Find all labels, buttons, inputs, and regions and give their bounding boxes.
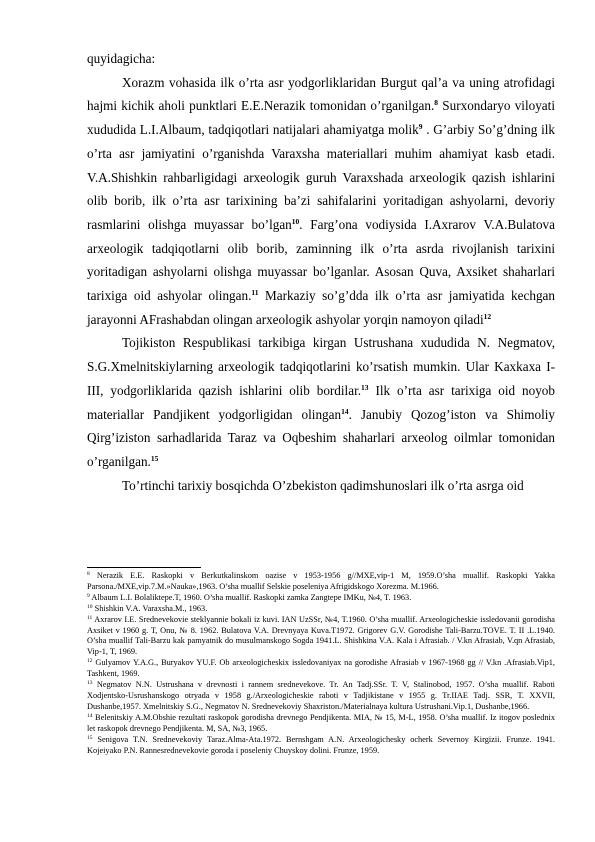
footnote [87,593,555,604]
paragraph-text: . G’arbiy So’g’dning ilk o’rta asr jamiyatini o’rganishda Varaxsha materiallari muhim ahamiyat kasb etadi. V.A.Shishkin rahbarligidagi arxeologik guruh Varaxshada arxeologik qazish ishlarini olib borib, ilk o’rta asr tarixining ba’zi sahifalarini yoritadigan ashyolarni, devoriy rasmlarini olishga muyassar bo’lgan [87,122,555,232]
footnote [87,680,555,713]
paragraph-text: Xorazm vohasida ilk o’rta asr yodgorliklaridan Burgut qal’a va uning atrofidagi hajmi kichik aholi punktlari E.E.Nerazik tomonidan o’rganilgan. [87,74,555,114]
paragraph [87,71,555,332]
footnote-number: 9 [87,592,90,599]
footnote-text: Gulyamov Y.A.G., Buryakov YU.F. Ob arxeologicheskix issledovaniyax na gorodishe Afrasiab v 1967-1968 gg // V.kn .Afrasiab.Vip1, Tashkent, 1969. [87,658,555,679]
footnote-text: Axrarov I.E. Srednevekovie steklyannie bokali iz kuvi. IAN UzSSr, №4, T.1960. O’sha muallif. Arxeologicheskie issledovanii gorodisha Axsiket v 1960 g. T, Onu, № 8. 1962. Bulatova V.A. Drevnyaya Kuva.T1972. Grigorev G.V. Gorodishe Tali-Barzu.TOVE. T. II .L.1940. O’sha muallif Tali-Barzu kak pamyatnik do musulmanskogo Sogda 1941.L. Shishkina V.A. Kala i Afrasiab. / V.kn Afrasiab, V.qn Afrasiab, Vip-1, T, 1969. [87,614,555,657]
paragraph [87,474,555,498]
footnote-ref[interactable]: 9 [418,122,423,132]
footnote-number: 10 [87,603,93,610]
footnote-text: Nerazik E.E. Raskopki v Berkutkalinskom oazise v 1953-1956 g//MXE,vip-1 M, 1959.O’sha muallif. Raskopki Yakka Parsona./MXE,vip.7.M.»Nauka»,1963. O’sha muallif Selskie poseleniya Afrigidskogo Xorezma. M.1966. [87,571,555,591]
paragraph [87,47,555,71]
footnote [87,571,555,593]
paragraph-text: Ilk o’rta asr tarixiga oid noyob materiallar Pandjikent yodgorligidan olingan [87,382,555,422]
footnote-text: Belenitskiy A.M.Obshie rezultati raskopok gorodisha drevnego Pendjikenta. MIA, № 15, M-L, 1958. O’sha muallif. Iz itogov poslednix let raskopok drevnego Pendjikenta. M, SA, №3, 1965. [87,712,555,733]
paragraph [87,331,555,473]
footnotes [87,571,555,756]
footnote-text: Shishkin V.A. Varaxsha.M., 1963. [92,603,208,613]
footnote-number: 11 [87,614,93,621]
footnote-number: 13 [87,680,93,687]
footnote-ref[interactable]: 10 [291,216,300,226]
footnote-number: 14 [87,712,93,719]
footnote-number: 15 [87,734,93,741]
footnote [87,713,555,735]
footnote [87,735,555,757]
footnote [87,604,555,615]
paragraph-text: Surxondaryo viloyati xududida L.I.Albaum, tadqiqotlari natijalari ahamiyatga molik [87,98,555,138]
footnote-text: Albaum L.I. Bolaliktepe.T, 1960. O’sha muallif. Raskopki zamka Zangtepe IMKu, №4, T. 1963. [89,592,412,602]
footnote-ref[interactable]: 11 [251,288,259,298]
paragraph-text: Markaziy so’g’dda ilk o’rta asr jamiyatida kechgan jarayonni AFrashabdan olingan arxeologik ashyolar yorqin namoyon qiladi [87,288,555,327]
footnote-number: 12 [87,658,93,665]
footnote [87,658,555,680]
footnote-ref[interactable]: 12 [483,311,492,321]
paragraph-text: quyidagicha: [87,51,156,66]
paragraph-text: To’rtinchi tarixiy bosqichda O’zbekiston qadimshunoslari ilk o’rta asrga oid [122,477,524,493]
main-text [87,47,555,497]
footnote-ref[interactable]: 8 [434,98,439,108]
paragraph-text: Tojikiston Respublikasi tarkibiga kirgan Ustrushana xududida N. Negmatov, S.G.Xmelnitskiylarning arxeologik tadqiqotlarini ko’rsatish mumkin. Ular Kaxkaxa I-III, yodgorliklarida qazish ishlarini olib bordilar. [87,335,555,398]
footnote-text: Negmatov N.N. Ustrushana v drevnosti i rannem srednevekove. Tr. An Tadj.SSr. T. V, Stalinobod, 1957. O’sha muallif. Raboti Xodjentsko-Usrushanskogo otryada v 1958 g./Arxeologicheskie raboti v Tadjikistane v 1955 g. Tr.IIAE Tadj. SSR, T. XXVII, Dushanbe,1957. Xmelnitskiy S.G., Negmatov N. Srednevekoviy Shaxriston./Materialnaya kultura Ustrushani.Vip.1, Dushanbe,1966. [87,680,555,711]
paragraph-text: . Janubiy Qozog’iston va Shimoliy Qirg’iziston sarhadlarida Taraz va Oqbeshim shaharlari arxeolog oilmlar tomonidan o’rganilgan. [87,406,555,469]
footnote-text: Senigova T.N. Srednevekoviy Taraz.Alma-Ata.1972. Bernshgam A.N. Arxeologichesky ocherk Severnoy Kirgizii. Frunze. 1941. Kojeiyako P.N. Rannesrednevekovie goroda i poseleniy Chuyskoy dolini. Frunze, 1959. [87,734,555,755]
footnote-separator [87,567,201,568]
footnote-ref[interactable]: 14 [341,406,349,416]
footnote-number: 8 [87,571,90,577]
paragraph-text: . Farg’ona vodiysida I.Axrarov V.A.Bulatova arxeologik tadqiqotlarni olib borib, zaminning ilk o’rta asrda rivojlanish tarixini yoritadigan ashyolarni olishga muyassar bo’lganlar. Asosan Quva, Axsiket shaharlari tarixiga oid ashyolar olingan. [87,216,555,304]
footnote [87,615,555,659]
footnote-ref[interactable]: 15 [150,453,159,463]
footnote-ref[interactable]: 13 [361,382,369,392]
